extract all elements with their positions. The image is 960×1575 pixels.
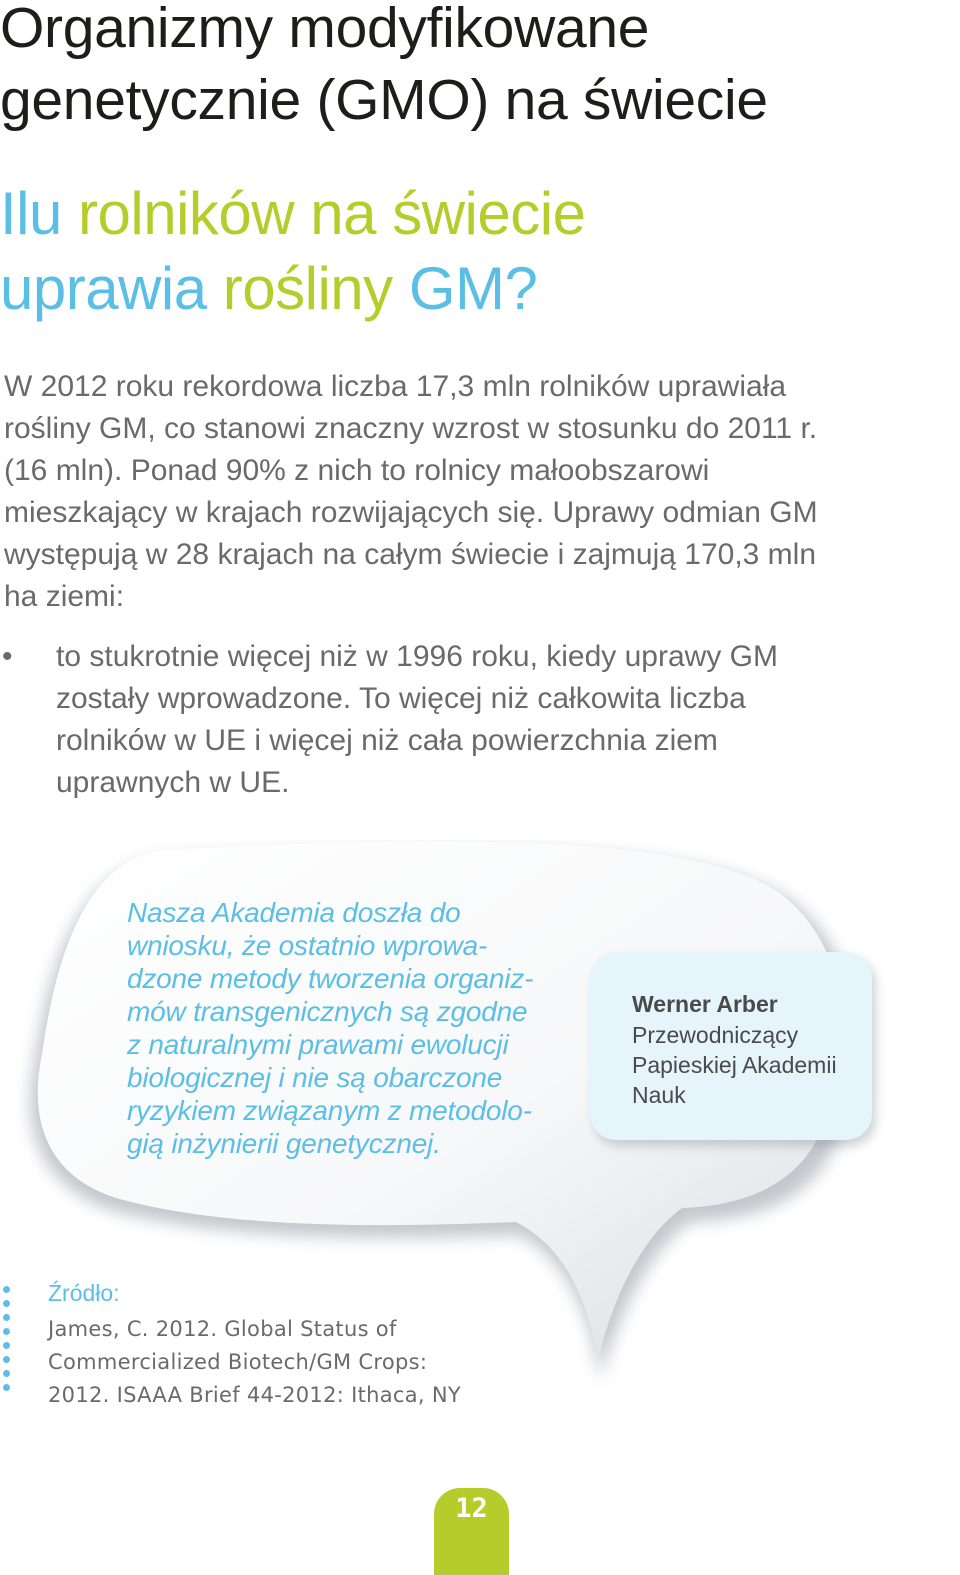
quote-text	[127, 896, 587, 1160]
heading-part: GM?	[408, 255, 538, 322]
source-line: Commercialized Biotech/GM Crops:	[48, 1350, 428, 1374]
dotted-divider	[3, 1286, 11, 1398]
author-name: Werner Arber	[632, 991, 778, 1017]
page-number: 12	[455, 1493, 488, 1524]
page-title-line: Organizmy modyfikowane	[0, 0, 650, 60]
quote-line: dzone metody tworzenia organiz-	[127, 963, 534, 994]
author-role	[632, 1020, 837, 1110]
source-label: Źródło:	[48, 1280, 120, 1306]
paragraph-line: W 2012 roku rekordowa liczba 17,3 mln rolników uprawiała	[4, 370, 787, 403]
list-item-line: uprawnych w UE.	[56, 766, 290, 799]
paragraph-line: rośliny GM, co stanowi znaczny wzrost w stosunku do 2011 r.	[4, 412, 818, 445]
quote-line: gią inżynierii genetycznej.	[127, 1128, 441, 1159]
heading-part: rolników na świecie	[78, 180, 586, 247]
section-heading	[0, 176, 960, 326]
paragraph-line: (16 mln). Ponad 90% z nich to rolnicy małoobszarowi	[4, 454, 710, 487]
source-line: James, C. 2012. Global Status of	[48, 1317, 397, 1341]
quote-line: Nasza Akademia doszła do	[127, 897, 461, 928]
source-citation	[48, 1313, 461, 1412]
page-title-line: genetycznie (GMO) na świecie	[0, 68, 768, 132]
paragraph-line: mieszkający w krajach rozwijających się. Uprawy odmian GM	[4, 496, 818, 529]
heading-part: uprawia	[0, 255, 223, 322]
author-role-line: Nauk	[632, 1082, 686, 1108]
intro-paragraph	[4, 366, 934, 618]
bullet-icon: •	[2, 640, 13, 673]
author-role-line: Papieskiej Akademii	[632, 1052, 837, 1078]
paragraph-line: ha ziemi:	[4, 580, 125, 613]
quote-line: biologicznej i nie są obarczone	[127, 1062, 503, 1093]
list-item	[0, 636, 940, 804]
author-role-line: Przewodniczący	[632, 1022, 799, 1048]
list-item-line: zostały wprowadzone. To więcej niż całkowita liczba	[56, 682, 746, 715]
bullet-list	[0, 636, 940, 804]
heading-part: rośliny	[222, 255, 409, 322]
paragraph-line: występują w 28 krajach na całym świecie i zajmują 170,3 mln	[4, 538, 817, 571]
list-item-line: to stukrotnie więcej niż w 1996 roku, kiedy uprawy GM	[56, 640, 778, 673]
quote-line: ryzykiem związanym z metodolo-	[127, 1095, 532, 1126]
section-heading-line	[0, 176, 960, 251]
page-title	[0, 0, 960, 136]
list-item-line: rolników w UE i więcej niż cała powierzchnia ziem	[56, 724, 718, 757]
quote-line: wniosku, że ostatnio wprowa-	[127, 930, 488, 961]
quote-line: mów transgenicznych są zgodne	[127, 996, 528, 1027]
quote-line: z naturalnymi prawami ewolucji	[127, 1029, 509, 1060]
source-line: 2012. ISAAA Brief 44-2012: Ithaca, NY	[48, 1383, 462, 1407]
heading-part: Ilu	[0, 180, 79, 247]
section-heading-line	[0, 251, 960, 326]
